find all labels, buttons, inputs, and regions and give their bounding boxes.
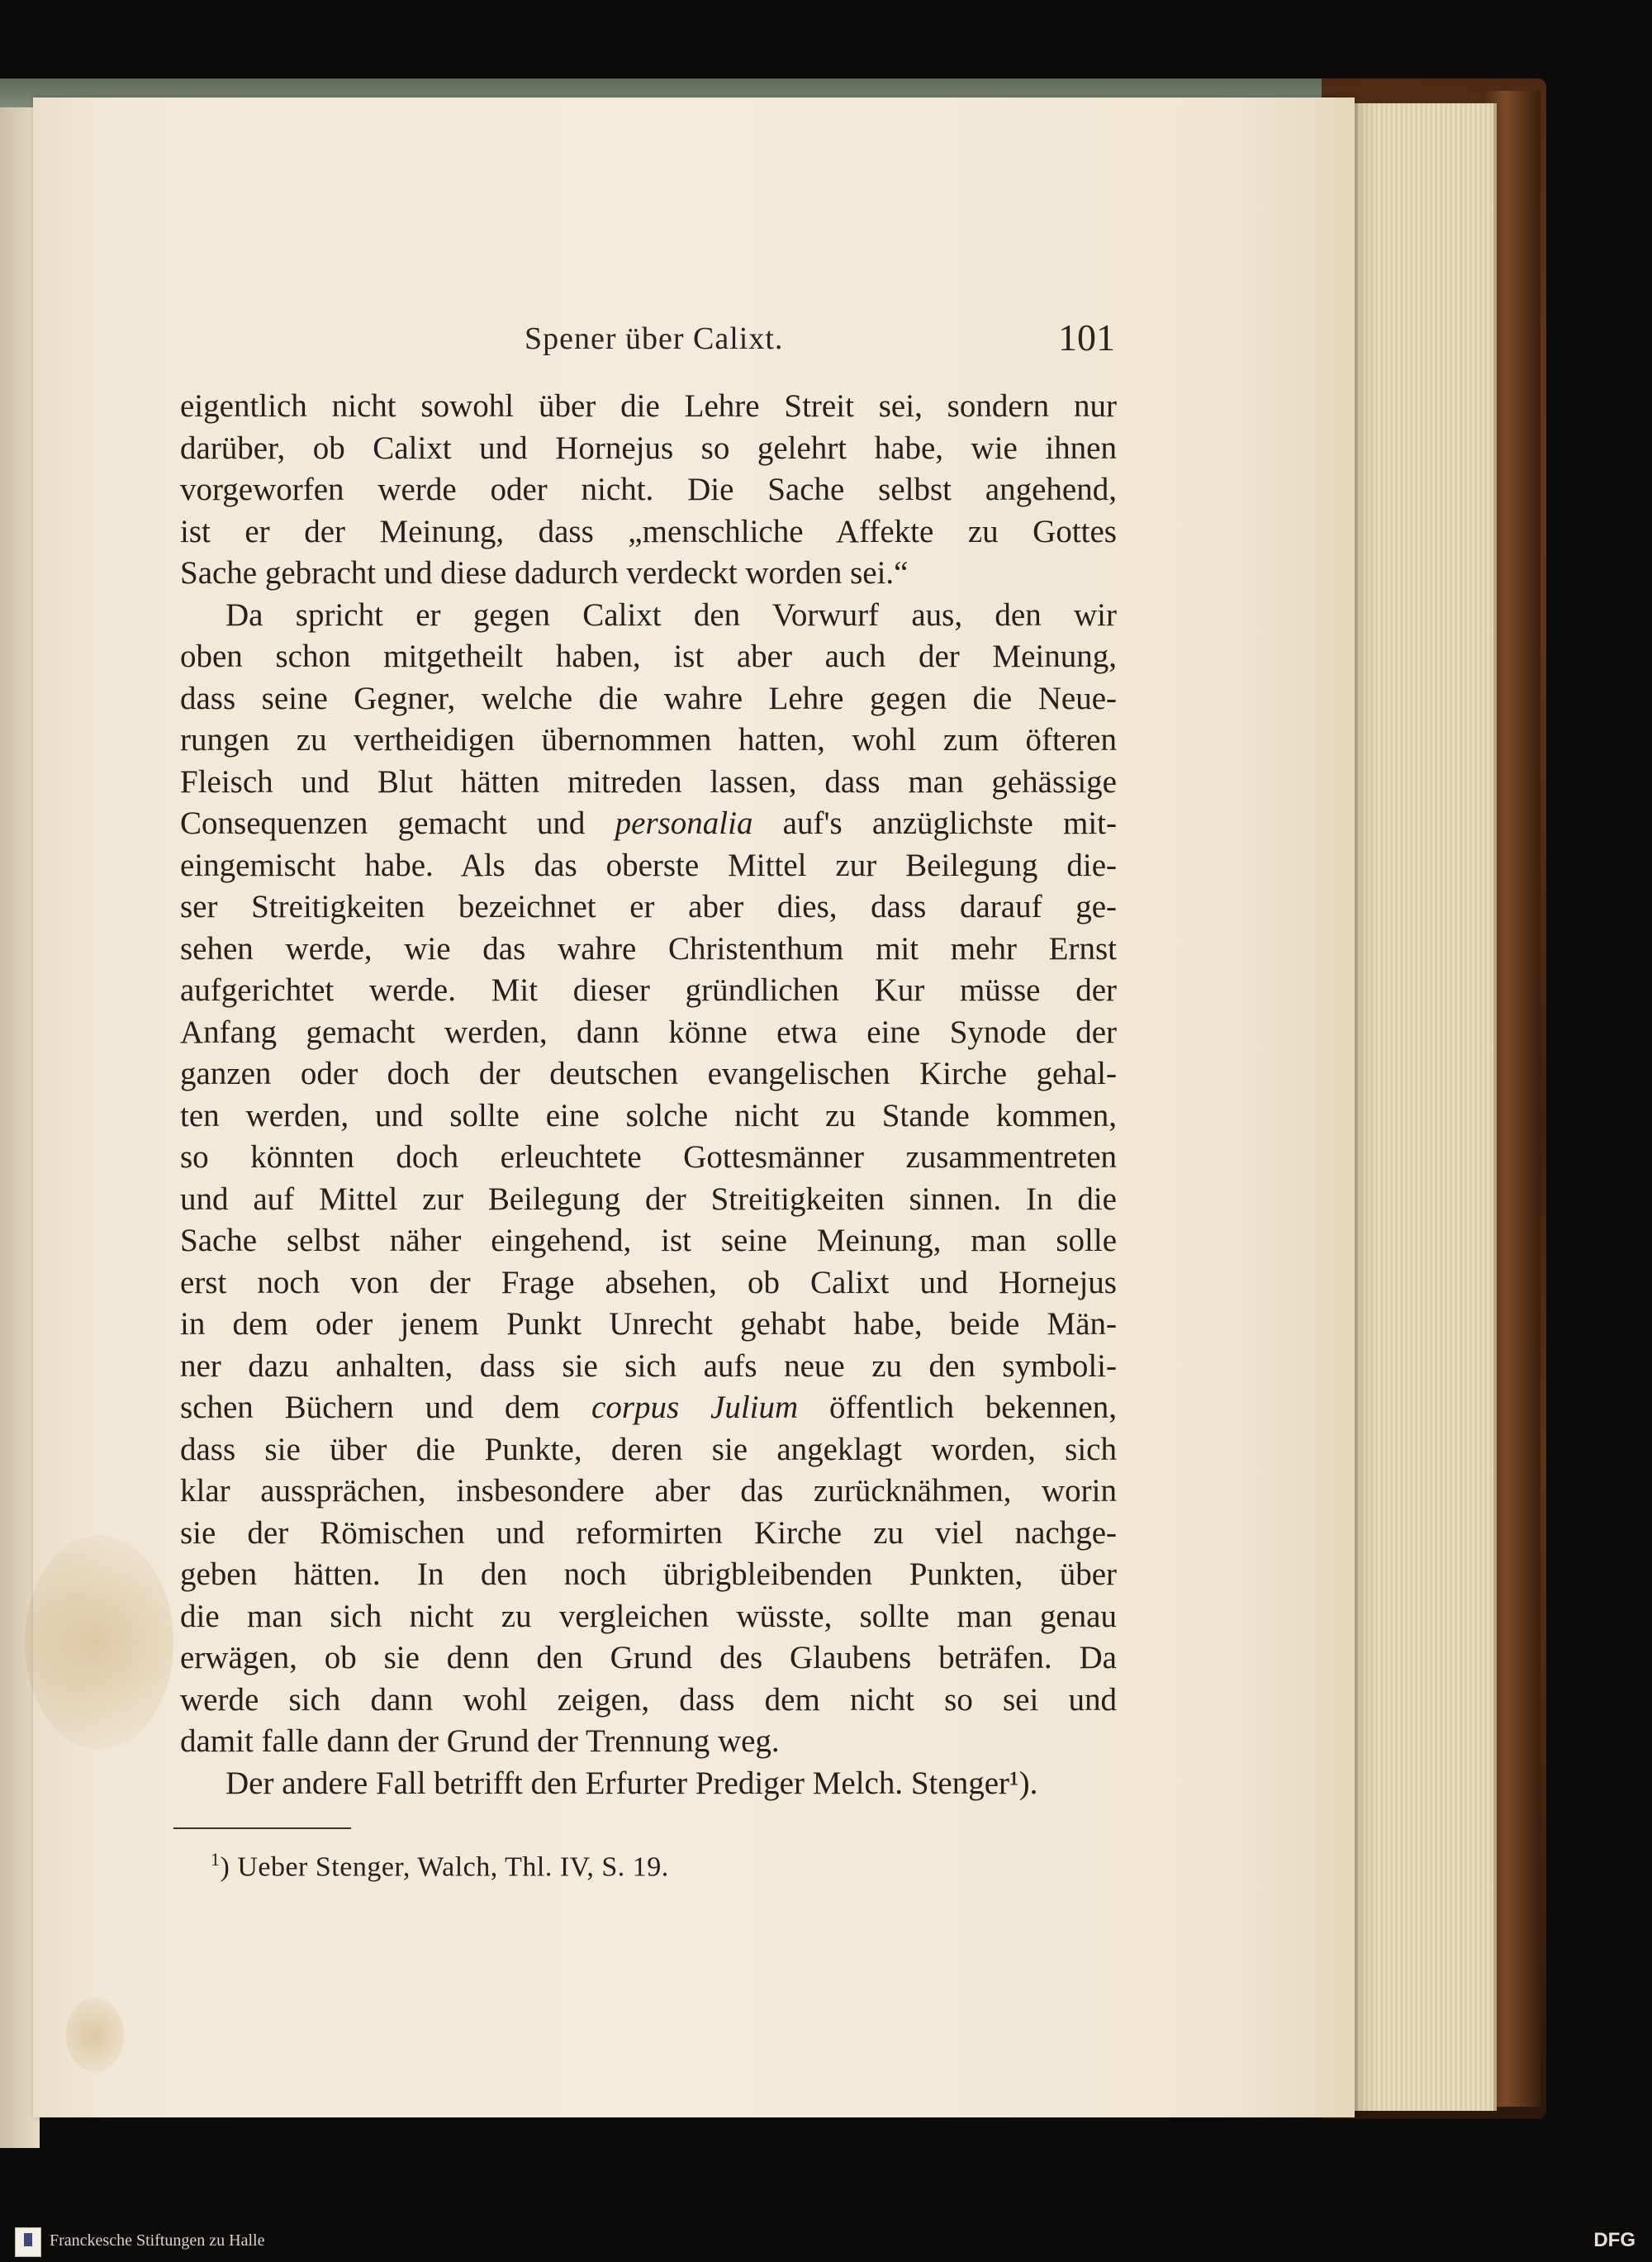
text-line: dass sie über die Punkte, deren sie angeklagt worden, sich	[180, 1431, 1117, 1467]
text-line: schen Büchern und dem corpus Julium öffentlich bekennen,	[180, 1390, 1117, 1425]
italic-term: corpus Julium	[591, 1390, 799, 1425]
running-head	[186, 316, 1115, 370]
text-line: die man sich nicht zu vergleichen wüsste, sollte man genau	[180, 1598, 1117, 1634]
running-title: Spener über Calixt.	[525, 321, 784, 356]
foxing-stain	[25, 1535, 173, 1750]
institution-name: Franckesche Stiftungen zu Halle	[50, 2231, 265, 2250]
text-line: oben schon mitgetheilt haben, ist aber auch der Meinung,	[180, 639, 1117, 674]
text-line: klar aussprächen, insbesondere aber das zurücknähmen, worin	[180, 1473, 1117, 1509]
text-line: damit falle dann der Grund der Trennung weg.	[180, 1723, 780, 1759]
page-number: 101	[1058, 316, 1115, 359]
footnote-marker: 1	[211, 1849, 221, 1870]
institution-logo-icon	[15, 2227, 41, 2257]
text-line: erst noch von der Frage absehen, ob Calixt und Hornejus	[180, 1264, 1117, 1300]
body-text	[180, 386, 1117, 1804]
text-line: darüber, ob Calixt und Hornejus so gelehrt habe, wie ihnen	[180, 430, 1117, 466]
text-line: ner dazu anhalten, dass sie sich aufs neue zu den symboli-	[180, 1347, 1117, 1384]
text-line: ser Streitigkeiten bezeichnet er aber dies, dass darauf ge-	[180, 889, 1117, 924]
text-line: ist er der Meinung, dass „menschliche Affekte zu Gottes	[180, 513, 1117, 549]
text-line: Da spricht er gegen Calixt den Vorwurf aus, den wir	[225, 596, 1117, 633]
footer-bar	[0, 2221, 1652, 2262]
text-line: Consequenzen gemacht und personalia auf's anzüglichste mit-	[180, 805, 1118, 841]
text-line: eigentlich nicht sowohl über die Lehre Streit sei, sondern nur	[180, 388, 1117, 424]
text-line: dass seine Gegner, welche die wahre Lehre gegen die Neue-	[180, 680, 1117, 716]
footnote-text: ) Ueber Stenger, Walch, Thl. IV, S. 19.	[220, 1851, 669, 1883]
dfg-logo: DFG	[1593, 2229, 1635, 2251]
text-line: ganzen oder doch der deutschen evangelischen Kirche gehal-	[180, 1056, 1117, 1091]
text-line: Fleisch und Blut hätten mitreden lassen, dass man gehässige	[180, 763, 1117, 800]
text-line: Sache gebracht und diese dadurch verdeckt worden sei.“	[180, 555, 909, 591]
text-line: Anfang gemacht werden, dann könne etwa eine Synode der	[180, 1014, 1117, 1050]
text-line: geben hätten. In den noch übrigbleibenden Punkten, über	[180, 1556, 1117, 1592]
text-line: sie der Römischen und reformirten Kirche zu viel nachge-	[180, 1514, 1117, 1551]
text-line: ten werden, und sollte eine solche nicht zu Stande kommen,	[180, 1097, 1117, 1133]
text-line: und auf Mittel zur Beilegung der Streitigkeiten sinnen. In die	[180, 1181, 1117, 1217]
italic-term: personalia	[615, 805, 753, 841]
text-line: sehen werde, wie das wahre Christenthum mit mehr Ernst	[180, 930, 1117, 967]
text-line: vorgeworfen werde oder nicht. Die Sache selbst angehend,	[180, 472, 1117, 507]
text-line: eingemischt habe. Als das oberste Mittel zur Beilegung die-	[180, 847, 1117, 883]
foxing-stain	[66, 1998, 124, 2072]
text-line: Der andere Fall betrifft den Erfurter Prediger Melch. Stenger¹).	[225, 1765, 1038, 1801]
footnote	[211, 1849, 669, 1883]
text-line: aufgerichtet werde. Mit dieser gründlichen Kur müsse der	[180, 972, 1117, 1008]
footnote-rule	[173, 1827, 351, 1829]
text-line: Sache selbst näher eingehend, ist seine Meinung, man solle	[180, 1223, 1117, 1258]
text-line: so könnten doch erleuchtete Gottesmänner zusammentreten	[180, 1139, 1117, 1175]
text-line: erwägen, ob sie denn den Grund des Glaubens beträfen. Da	[180, 1640, 1117, 1675]
text-line: werde sich dann wohl zeigen, dass dem nicht so sei und	[180, 1681, 1117, 1718]
text-line: rungen zu vertheidigen übernommen hatten, wohl zum öfteren	[180, 722, 1117, 758]
text-line: in dem oder jenem Punkt Unrecht gehabt habe, beide Män-	[180, 1306, 1117, 1342]
